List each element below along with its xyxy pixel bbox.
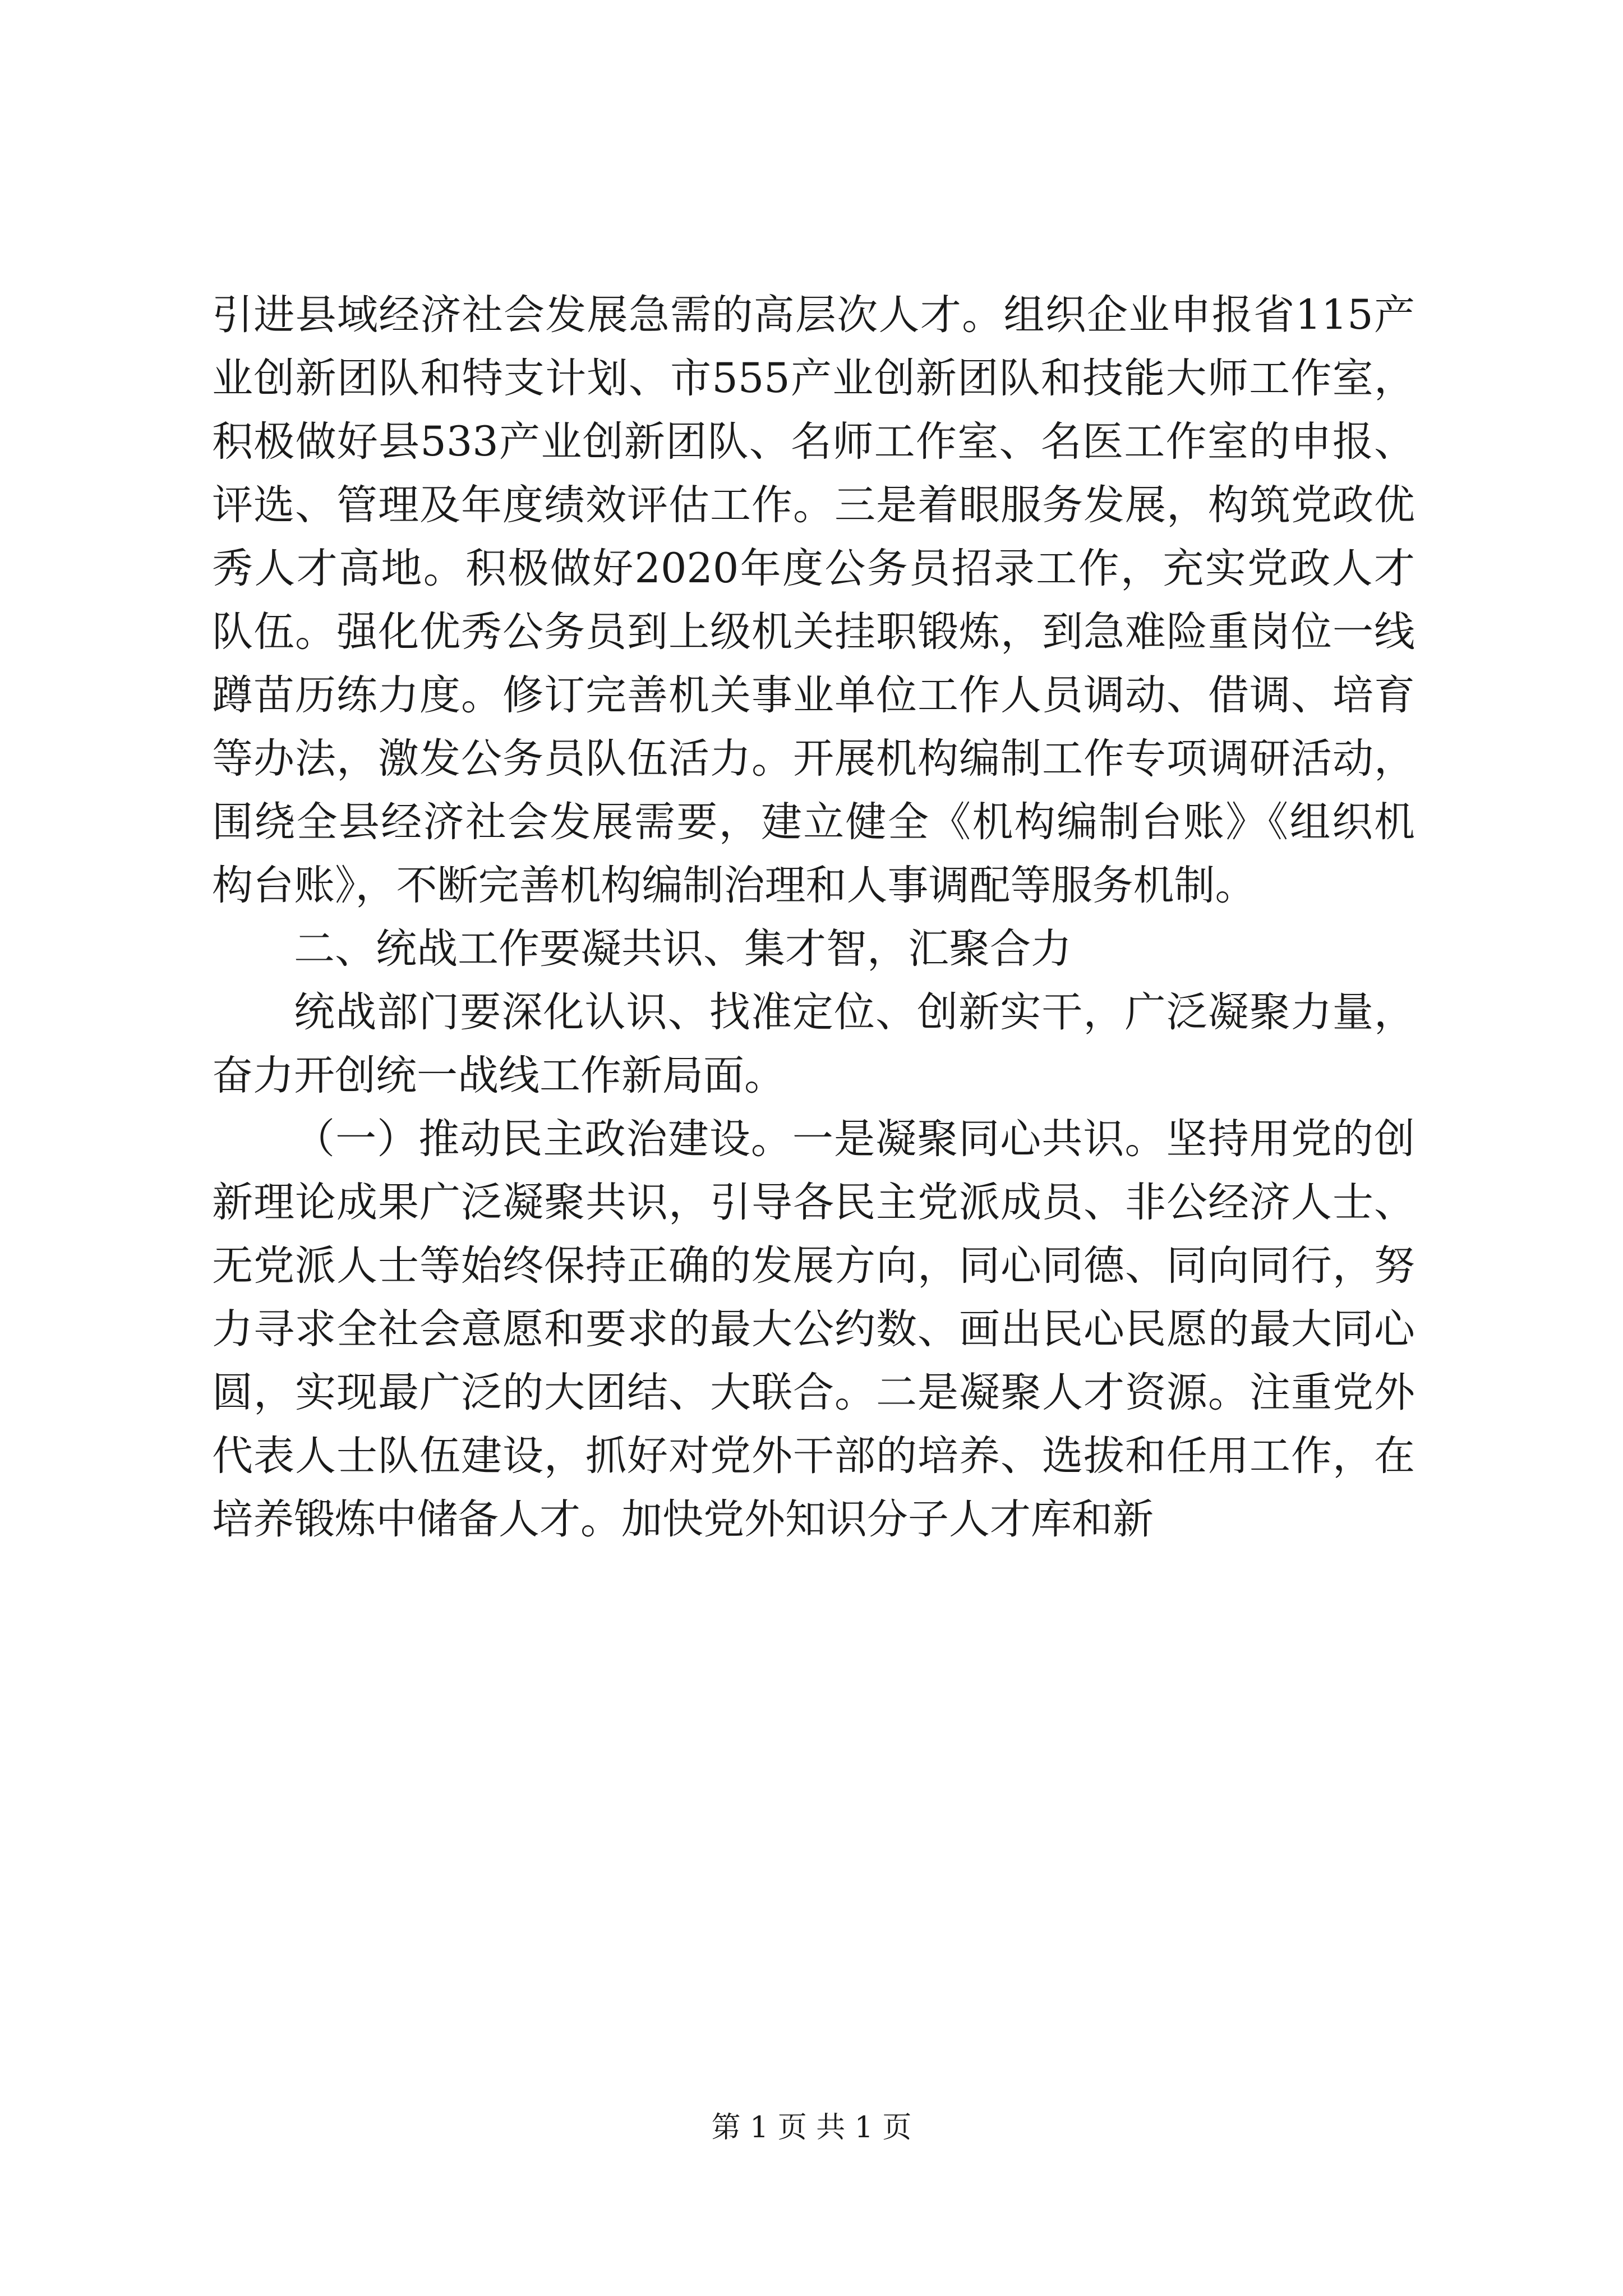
document-body xyxy=(212,283,1415,1551)
paragraph-united-front-intro: 统战部门要深化认识、找准定位、创新实干，广泛凝聚力量，奋力开创统一战线工作新局面。 xyxy=(212,988,1415,1099)
section-heading-united-front: 二、统战工作要凝共识、集才智，汇聚合力 xyxy=(294,925,1072,973)
page-number: 第 1 页 共 1 页 xyxy=(711,2111,912,2145)
paragraph-democratic-politics: （一）推动民主政治建设。一是凝聚同心共识。坚持用党的创新理论成果广泛凝聚共识，引导各民主党派成员、非公经济人士、无党派人士等始终保持正确的发展方向，同心同德、同向同行，努力寻求全社会意愿和要求的最大公约数、画出民心民愿的最大同心圆，实现最广泛的大团结、大联合。二是凝聚人才资源。注重党外代表人士队伍建设，抓好对党外干部的培养、选拔和任用工作，在培养锻炼中储备人才。加快党外知识分子人才库和新 xyxy=(212,1115,1415,1543)
paragraph-talent-introduction: 引进县域经济社会发展急需的高层次人才。组织企业申报省115产业创新团队和特支计划、市555产业创新团队和技能大师工作室，积极做好县533产业创新团队、名师工作室、名医工作室的申报、评选、管理及年度绩效评估工作。三是着眼服务发展，构筑党政优秀人才高地。积极做好2020年度公务员招录工作，充实党政人才队伍。强化优秀公务员到上级机关挂职锻炼，到急难险重岗位一线蹲苗历练力度。修订完善机关事业单位工作人员调动、借调、培育等办法，激发公务员队伍活力。开展机构编制工作专项调研活动，围绕全县经济社会发展需要，建立健全《机构编制台账》《组织机构台账》，不断完善机构编制治理和人事调配等服务机制。 xyxy=(212,291,1415,909)
page-footer xyxy=(0,2108,1623,2147)
